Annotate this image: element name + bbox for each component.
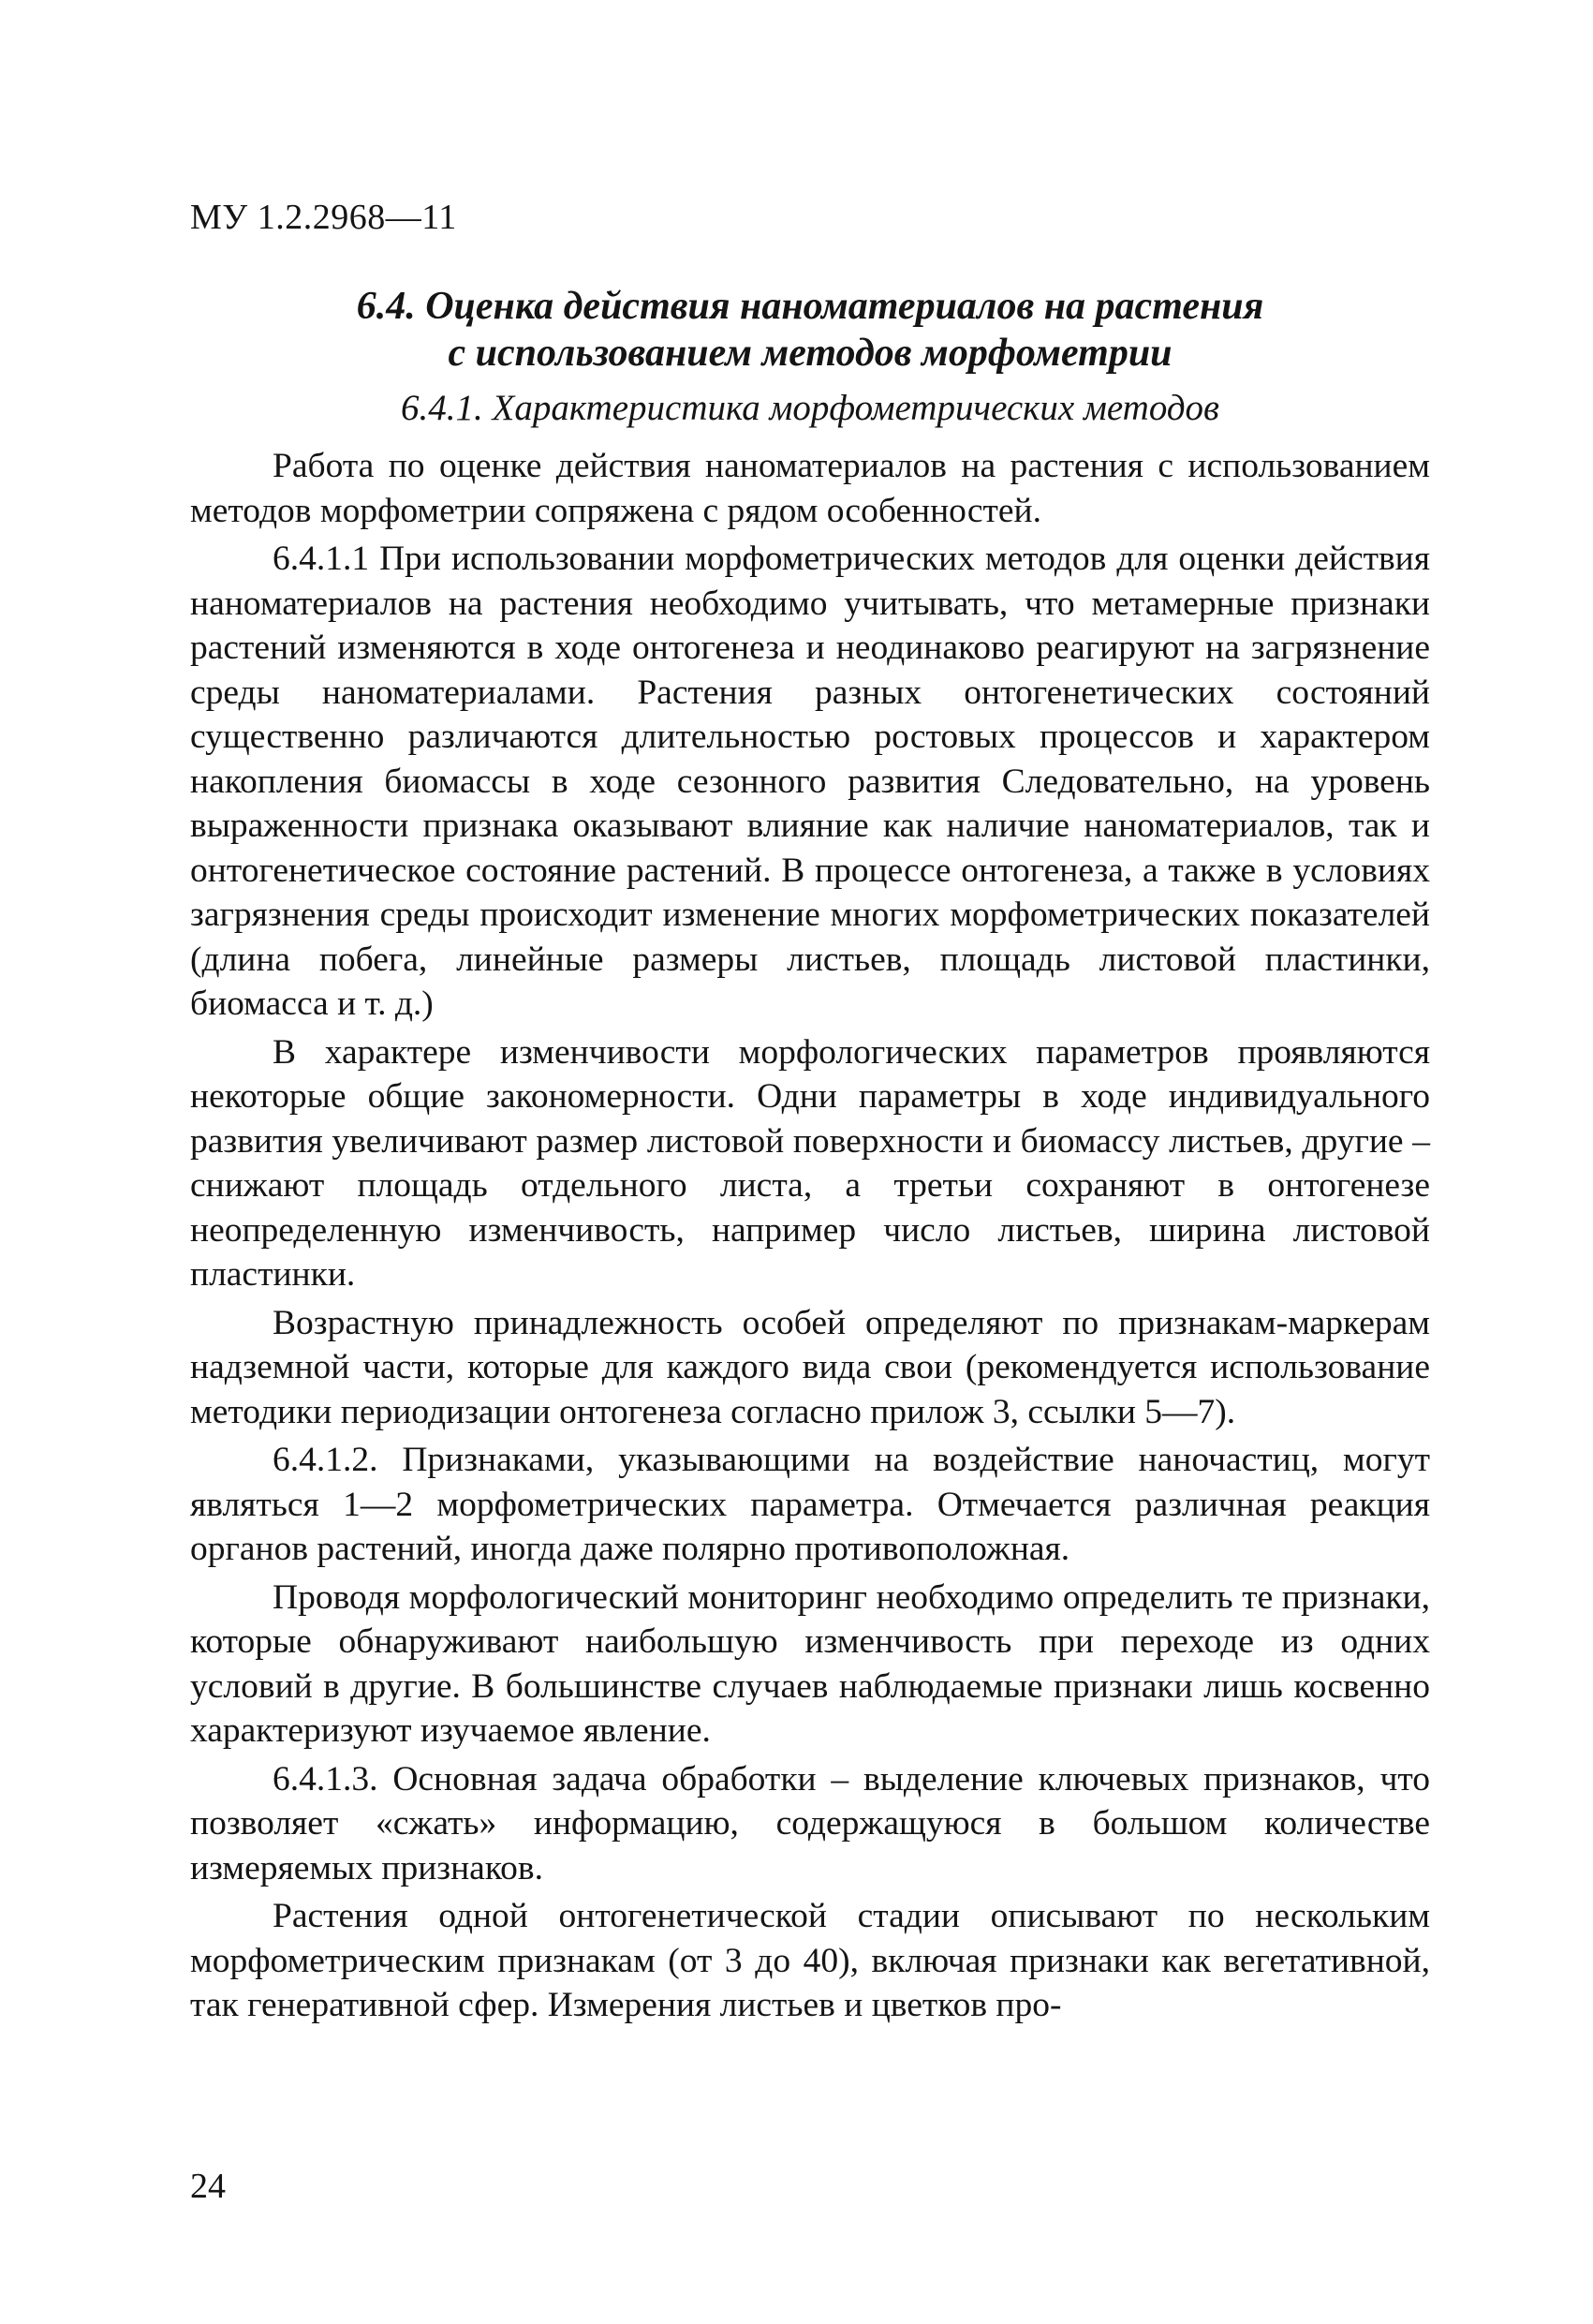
section-heading-line-1: 6.4. Оценка действия наноматериалов на растения — [356, 285, 1264, 328]
document-code: МУ 1.2.2968—11 — [190, 198, 457, 237]
paragraph: Проводя морфологический мониторинг необходимо определить те признаки, которые обнаруживают наибольшую изменчивость при переходе из одних условий в другие. В большинстве случаев наблюдаемые признаки лишь косвенно характеризуют изучаемое явление. — [190, 1577, 1430, 1750]
paragraph: 6.4.1.2. Признаками, указывающими на воздействие наночастиц, могут являться 1—2 морфометрических параметра. Отмечается различная реакция органов растений, иногда даже полярно противоположная. — [190, 1441, 1430, 1568]
section-heading — [190, 283, 1430, 377]
paragraph: В характере изменчивости морфологических параметров проявляются некоторые общие закономерности. Одни параметры в ходе индивидуального развития увеличивают размер листовой поверхности и биомассу листьев, другие – снижают площадь отдельного листа, а третьи сохраняют в онтогенезе неопределенную изменчивость, например число листьев, ширина листовой пластинки. — [190, 1032, 1430, 1294]
subsection-heading: 6.4.1. Характеристика морфометрических методов — [401, 388, 1219, 428]
paragraph: Работа по оценке действия наноматериалов на растения с использованием методов морфометрии сопряжена с рядом особенностей. — [190, 447, 1430, 530]
section-heading-line-2: с использованием методов морфометрии — [448, 332, 1173, 375]
body-text — [190, 444, 1430, 2032]
paragraph: Возрастную принадлежность особей определяют по признакам-маркерам надземной части, которые для каждого вида свои (рекомендуется использование методики периодизации онтогенеза согласно прилож 3, ссылки 5—7). — [190, 1303, 1430, 1431]
paragraph: 6.4.1.3. Основная задача обработки – выделение ключевых признаков, что позволяет «сжать» информацию, содержащуюся в большом количестве измеряемых признаков. — [190, 1759, 1430, 1887]
page-number: 24 — [190, 2167, 226, 2206]
paragraph: Растения одной онтогенетической стадии описывают по нескольким морфометрическим признакам (от 3 до 40), включая признаки как вегетативной, так генеративной сфер. Измерения листьев и цветков про- — [190, 1897, 1430, 2024]
paragraph: 6.4.1.1 При использовании морфометрических методов для оценки действия наноматериалов на растения необходимо учитывать, что метамерные признаки растений изменяются в ходе онтогенеза и неодинаково реагируют на загрязнение среды наноматериалами. Растения разных онтогенетических состояний существенно различаются длительностью ростовых процессов и характером накопления биомассы в ходе сезонного развития Следовательно, на уровень выраженности признака оказывают влияние как наличие наноматериалов, так и онтогенетическое состояние растений. В процессе онтогенеза, а также в условиях загрязнения среды происходит изменение многих морфометрических показателей (длина побега, линейные размеры листьев, площадь листовой пластинки, биомасса и т. д.) — [190, 540, 1430, 1023]
